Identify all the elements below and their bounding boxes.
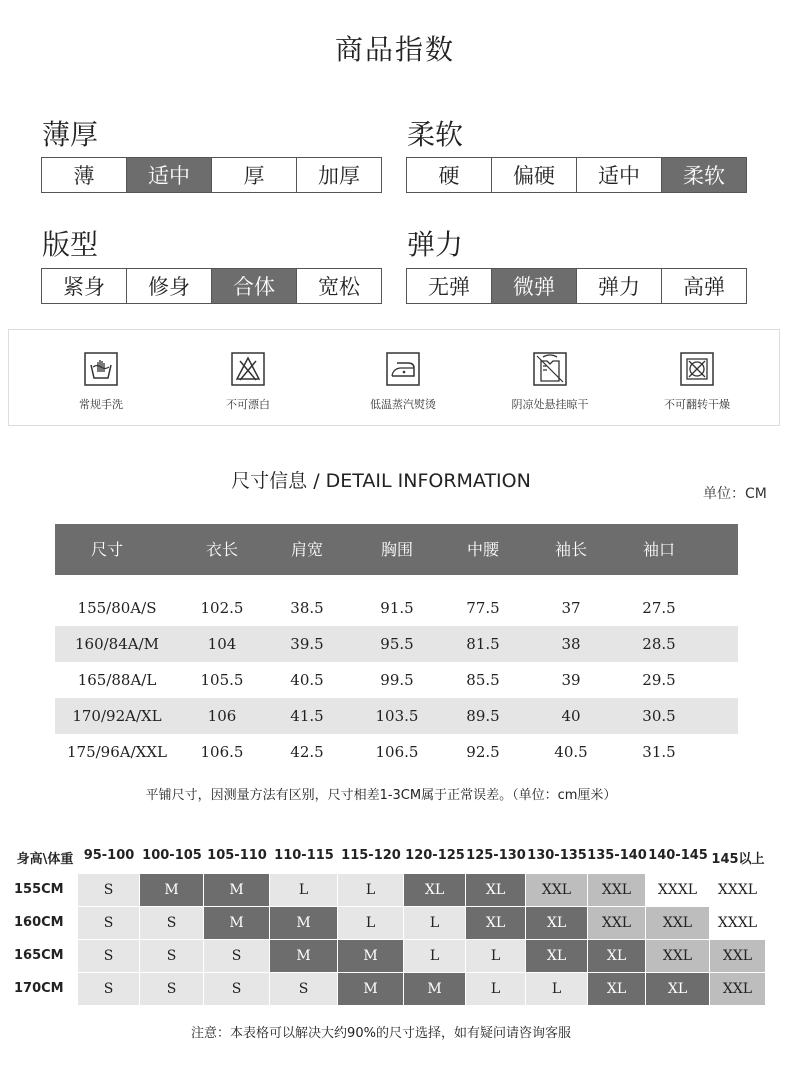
size-cell: 37 (561, 599, 581, 617)
fit-height-label: 165CM (14, 948, 64, 963)
fit-size-cell: S (78, 874, 140, 906)
fit-size-cell: XXXL (710, 907, 766, 939)
size-table-header (55, 524, 738, 575)
care-label: 阴凉处悬挂晾干 (511, 398, 589, 411)
fit-size-cell: S (140, 973, 204, 1005)
care-item (475, 330, 625, 412)
index-scale (406, 268, 747, 304)
fit-weight-header: 100-105 (142, 848, 202, 863)
size-cell: 165/88A/L (77, 671, 157, 689)
measure-note: 平铺尺寸，因测量方法有区别，尺寸相差1-3CM属于正常误差。（单位：cm厘米） (145, 788, 617, 803)
fit-size-cell: L (466, 973, 526, 1005)
size-cell: 40.5 (554, 743, 588, 761)
size-cell: 38.5 (290, 599, 324, 617)
fit-size-cell: L (270, 874, 338, 906)
fit-size-cell: XXL (588, 907, 646, 939)
fit-size-cell: XXL (710, 940, 766, 972)
size-header-cell: 衣长 (205, 540, 238, 559)
fit-size-cell: XL (466, 907, 526, 939)
fit-size-cell: XL (466, 874, 526, 906)
fit-weight-header: 135-140 (587, 848, 647, 863)
fit-size-cell: S (270, 973, 338, 1005)
fit-size-cell: M (338, 940, 404, 972)
index-option: 无弹 (407, 269, 491, 303)
index-group-title: 弹力 (407, 228, 464, 261)
fit-weight-header: 110-115 (274, 848, 334, 863)
size-cell: 81.5 (466, 635, 500, 653)
fit-corner-label: 身高\体重 (16, 852, 74, 867)
size-cell: 38 (561, 635, 581, 653)
fit-size-cell: XXXL (710, 874, 766, 906)
care-label: 不可翻转干燥 (664, 398, 730, 411)
index-option: 硬 (407, 158, 491, 192)
fit-height-label: 160CM (14, 915, 64, 930)
size-cell: 103.5 (375, 707, 419, 725)
size-cell: 160/84A/M (74, 635, 160, 653)
care-item (328, 330, 478, 412)
fit-size-cell: XXL (710, 973, 766, 1005)
fit-size-cell: XXL (588, 874, 646, 906)
fit-weight-header: 140-145 (648, 848, 708, 863)
fit-size-cell: L (404, 940, 466, 972)
fit-size-cell: S (204, 973, 270, 1005)
size-table-row (55, 626, 738, 662)
fit-height-label: 170CM (14, 981, 64, 996)
fit-weight-header: 120-125 (405, 848, 465, 863)
fit-size-cell: XXXL (646, 874, 710, 906)
fit-size-cell: XXL (526, 874, 588, 906)
index-option-selected: 柔软 (661, 158, 746, 192)
hang-dry-shade-icon (533, 352, 567, 386)
fit-size-cell: L (338, 874, 404, 906)
size-cell: 170/92A/XL (72, 707, 162, 725)
size-cell: 27.5 (642, 599, 676, 617)
fit-size-cell: XXL (646, 907, 710, 939)
size-header-cell: 尺寸 (90, 540, 123, 559)
care-item (173, 330, 323, 412)
size-cell: 95.5 (380, 635, 414, 653)
fit-size-cell: XL (526, 907, 588, 939)
fit-size-cell: XL (588, 940, 646, 972)
size-cell: 28.5 (642, 635, 676, 653)
size-cell: 30.5 (642, 707, 676, 725)
fit-size-cell: XL (588, 973, 646, 1005)
size-cell: 105.5 (200, 671, 244, 689)
fit-weight-header: 95-100 (83, 848, 135, 863)
fit-size-cell: XXL (646, 940, 710, 972)
fit-size-cell: L (338, 907, 404, 939)
fit-size-cell: S (78, 907, 140, 939)
size-cell: 155/80A/S (77, 599, 157, 617)
care-item (622, 330, 772, 412)
index-option: 适中 (576, 158, 661, 192)
size-header-cell: 肩宽 (290, 540, 323, 559)
size-cell: 39.5 (290, 635, 324, 653)
index-scale (406, 157, 747, 193)
low-temp-iron-icon (386, 352, 420, 386)
size-header-cell: 胸围 (380, 540, 413, 559)
fit-size-cell: S (140, 940, 204, 972)
fit-size-cell: XL (404, 874, 466, 906)
detail-title: 尺寸信息 / DETAIL INFORMATION (231, 470, 531, 492)
size-cell: 29.5 (642, 671, 676, 689)
size-cell: 91.5 (380, 599, 414, 617)
size-cell: 175/96A/XXL (67, 743, 167, 761)
unit-label: 单位：CM (703, 486, 767, 502)
index-group-title: 薄厚 (42, 118, 99, 151)
index-option: 高弹 (661, 269, 746, 303)
index-group-title: 版型 (42, 228, 99, 261)
index-scale (41, 268, 382, 304)
index-option: 薄 (42, 158, 126, 192)
fit-size-cell: M (338, 973, 404, 1005)
size-cell: 40 (561, 707, 581, 725)
page-title: 商品指数 (334, 33, 455, 66)
size-cell: 104 (207, 635, 237, 653)
fit-height-label: 155CM (14, 882, 64, 897)
size-header-cell: 袖长 (554, 540, 587, 559)
index-scale (41, 157, 382, 193)
index-option-selected: 适中 (126, 158, 211, 192)
fit-size-cell: S (78, 940, 140, 972)
index-option-selected: 微弹 (491, 269, 576, 303)
fit-weight-header: 125-130 (466, 848, 526, 863)
index-option: 加厚 (296, 158, 381, 192)
fit-size-cell: L (466, 940, 526, 972)
care-label: 低温蒸汽熨烫 (370, 398, 436, 411)
no-bleach-icon (231, 352, 265, 386)
fit-size-cell: L (404, 907, 466, 939)
fit-size-cell: M (140, 874, 204, 906)
fit-size-cell: XL (646, 973, 710, 1005)
size-cell: 39 (561, 671, 581, 689)
fit-size-cell: S (140, 907, 204, 939)
index-option: 弹力 (576, 269, 661, 303)
size-cell: 77.5 (466, 599, 500, 617)
size-cell: 42.5 (290, 743, 324, 761)
size-cell: 31.5 (642, 743, 676, 761)
fit-weight-header: 130-135 (527, 848, 587, 863)
no-tumble-dry-icon (680, 352, 714, 386)
index-option: 厚 (211, 158, 296, 192)
size-cell: 92.5 (466, 743, 500, 761)
index-option: 偏硬 (491, 158, 576, 192)
size-cell: 106.5 (200, 743, 244, 761)
size-cell: 106.5 (375, 743, 419, 761)
fit-note: 注意：本表格可以解决大约90%的尺寸选择，如有疑问请咨询客服 (191, 1026, 571, 1041)
index-option: 紧身 (42, 269, 126, 303)
size-cell: 85.5 (466, 671, 500, 689)
fit-size-cell: M (270, 940, 338, 972)
index-option: 修身 (126, 269, 211, 303)
size-table-row (55, 590, 738, 626)
fit-size-cell: L (526, 973, 588, 1005)
fit-size-cell: S (204, 940, 270, 972)
size-table-row (55, 734, 738, 770)
fit-weight-header: 145以上 (711, 852, 765, 867)
fit-size-cell: XL (526, 940, 588, 972)
size-cell: 102.5 (200, 599, 244, 617)
fit-weight-header: 105-110 (207, 848, 267, 863)
care-item (26, 330, 176, 412)
fit-size-cell: M (204, 907, 270, 939)
hand-wash-icon (84, 352, 118, 386)
fit-size-cell: M (204, 874, 270, 906)
fit-size-cell: S (78, 973, 140, 1005)
fit-weight-header: 115-120 (341, 848, 401, 863)
size-cell: 99.5 (380, 671, 414, 689)
size-cell: 106 (207, 707, 237, 725)
fit-size-cell: M (404, 973, 466, 1005)
care-label: 常规手洗 (79, 398, 123, 411)
index-option-selected: 合体 (211, 269, 296, 303)
size-cell: 89.5 (466, 707, 500, 725)
size-header-cell: 袖口 (642, 540, 675, 559)
index-option: 宽松 (296, 269, 381, 303)
size-header-cell: 中腰 (466, 540, 499, 559)
care-label: 不可漂白 (226, 398, 270, 411)
size-cell: 41.5 (290, 707, 324, 725)
fit-size-cell: M (270, 907, 338, 939)
size-cell: 40.5 (290, 671, 324, 689)
care-instructions-panel (8, 329, 780, 426)
size-table-row (55, 662, 738, 698)
size-table-row (55, 698, 738, 734)
index-group-title: 柔软 (407, 118, 464, 151)
